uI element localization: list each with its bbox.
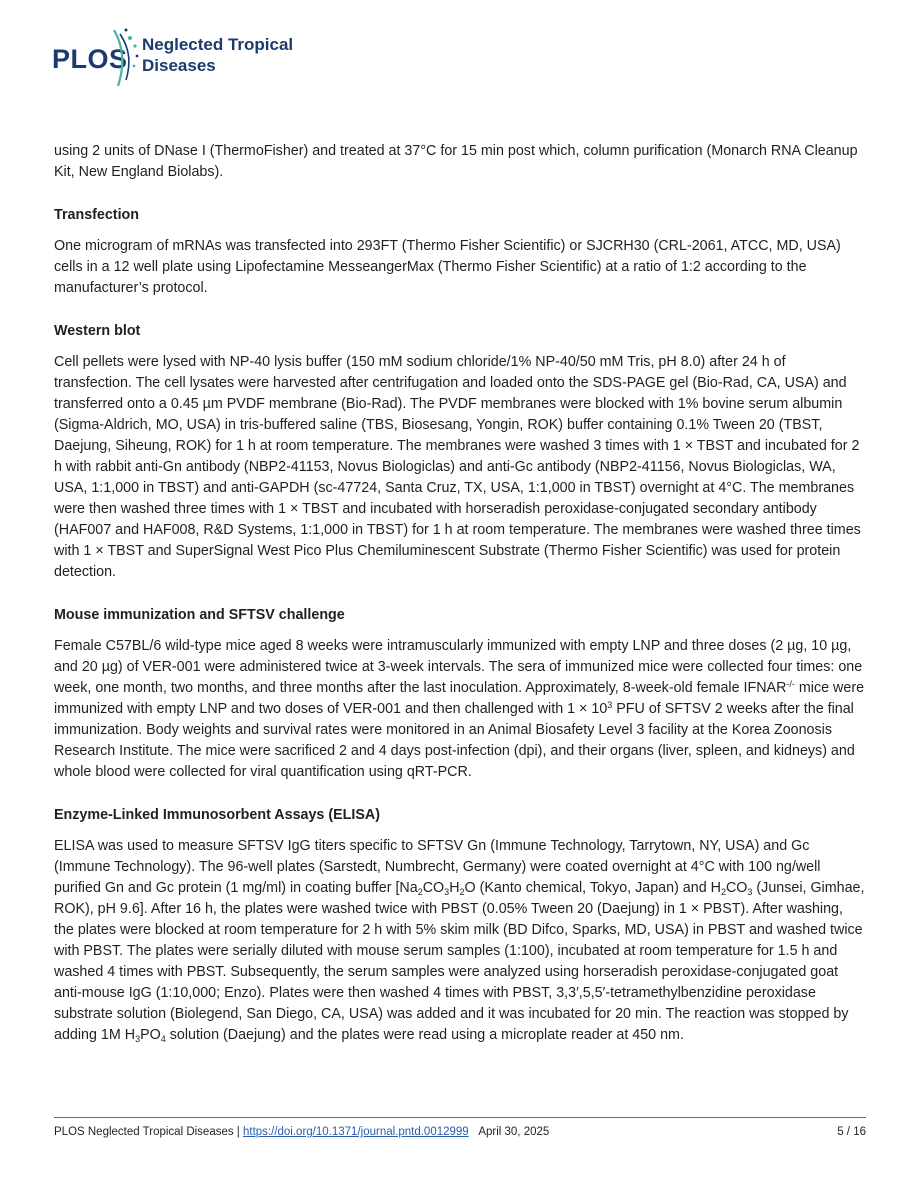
section-heading-elisa: Enzyme-Linked Immunosorbent Assays (ELISA) [54, 807, 380, 823]
mouse-immunization-paragraph [54, 636, 866, 783]
ifnar-superscript: -/- [786, 679, 795, 689]
elisa-text: CO [725, 880, 748, 896]
doi-link[interactable]: https://doi.org/10.1371/journal.pntd.0012999 [243, 1126, 469, 1138]
mouse-text-b: mice were immunized with empty LNP and two doses of VER-001 and then challenged with 1 × 10 [54, 680, 865, 717]
elisa-text: (Junsei, Gimhae, ROK), pH 9.6]. After 16 h, the plates were washed twice with PBST (0.05% Tween 20 (Daejung) in 1 × PBST). After washing, the plates were blocked at room temperature for 2 h with 5% skim milk (BD Difco, Sparks, MD, USA) in PBST and washed twice with PBST. The plates were serially diluted with mouse serum samples (1:100), incubated at room temperature for 1.5 h and washed 4 times with PBST. Subsequently, the serum samples were analyzed using horseradish peroxidase-conjugated goat anti-mouse IgG (1:10,000; Enzo). Plates were then washed 4 times with PBST, 3,3′,5,5′-tetramethylbenzidine peroxidase substrate solution (Biolegend, San Diego, CA, USA) was added and it was incubated for 20 min. The reaction was stopped by adding 1M H [54, 880, 865, 1043]
section-heading-transfection: Transfection [54, 207, 140, 223]
elisa-text: ELISA was used to measure SFTSV IgG titers specific to SFTSV Gn (Immune Technology, Tarrytown, NY, USA) and Gc (Immune Technology). The 96-well plates (Sarstedt, Numbrecht, Germany) were coated overnight at 4°C with 100 ng/well purified Gn and Gc protein (1 mg/ml) in coating buffer [Na [54, 838, 821, 896]
subscript: 3 [135, 1034, 141, 1044]
elisa-text: solution (Daejung) and the plates were read using a microplate reader at 450 nm. [165, 1027, 684, 1043]
subscript: 3 [444, 887, 450, 897]
elisa-text: H [449, 880, 460, 896]
subscript: 2 [417, 887, 423, 897]
elisa-text: CO [422, 880, 445, 896]
page-number: 5 / 16 [837, 1126, 866, 1138]
mouse-text-a: Female C57BL/6 wild-type mice aged 8 weeks were intramuscularly immunized with empty LNP and three doses (2 µg, 10 µg, and 20 µg) of VER-001 were administered twice at 3-week intervals. The sera of immunized mice were collected four times: one week, one month, two months, and three months after the last inoculation. Approximately, 8-week-old female IFNAR [54, 638, 863, 696]
journal-name-line1: Neglected Tropical [142, 35, 294, 54]
footer-journal: PLOS Neglected Tropical Diseases | [54, 1126, 243, 1138]
elisa-text: O (Kanto chemical, Tokyo, Japan) and H [464, 880, 721, 896]
journal-name [142, 34, 293, 76]
plos-spark-icon [108, 26, 142, 88]
intro-paragraph: using 2 units of DNase I (ThermoFisher) and treated at 37°C for 15 min post which, column purification (Monarch RNA Cleanup Kit, New England Biolabs). [54, 143, 858, 180]
elisa-text: PO [140, 1027, 161, 1043]
logo-wordmark: PLOS [52, 44, 128, 74]
subscript: 2 [459, 887, 465, 897]
pfu-exponent: 3 [607, 700, 613, 710]
footer-date: April 30, 2025 [478, 1126, 550, 1138]
western-blot-paragraph: Cell pellets were lysed with NP-40 lysis buffer (150 mM sodium chloride/1% NP-40/50 mM Tris, pH 8.0) after 24 h of transfection. The cell lysates were harvested after centrifugation and loaded onto the SDS-PAGE gel (Bio-Rad, CA, USA) and transferred onto a 0.45 µm PVDF membrane (Bio-Rad). The PVDF membranes were blocked with 1% bovine serum albumin (Sigma-Aldrich, MO, USA) in tris-buffered saline (TBS, Biosesang, Yongin, ROK) buffer containing 0.1% Tween 20 (TBST, Daejung, Siheung, ROK) for 1 h at room temperature. The membranes were washed 3 times with 1 × TBST and incubated for 2 h with rabbit anti-Gn antibody (NBP2-41153, Novus Biologiclas) and anti-Gc antibody (NBP2-41156, Novus Biologiclas, WA, USA, 1:1,000 in TBST) and anti-GAPDH (sc-47724, Santa Cruz, TX, USA, 1:1,000 in TBST) overnight at 4°C. The membranes were then washed three times with 1 × TBST and incubated with horseradish peroxidase-conjugated secondary antibody (HAF007 and HAF008, R&D Systems, 1:1,000 in TBST) for 1 h at room temperature. The membranes were washed three times with 1 × TBST and SuperSignal West Pico Plus Chemiluminescent Substrate (Thermo Fisher Scientific) was used for protein detection. [54, 354, 861, 580]
page-footer [54, 1124, 866, 1140]
footer-divider [54, 1117, 866, 1118]
transfection-paragraph: One microgram of mRNAs was transfected into 293FT (Thermo Fisher Scientific) or SJCRH30 (CRL-2061, ATCC, MD, USA) cells in a 12 well plate using Lipofectamine MesseangerMax (Thermo Fisher Scientific) at a ratio of 1:2 according to the manufacturer’s protocol. [54, 238, 841, 296]
mouse-text-c: PFU of SFTSV 2 weeks after the final immunization. Body weights and survival rates were monitored in an Animal Biosafety Level 3 facility at the Korea Zoonosis Research Institute. The mice were sacrificed 2 and 4 days post-infection (dpi), and their organs (liver, spleen, and kidneys) and whole blood were collected for viral quantification using qRT-PCR. [54, 701, 855, 780]
article-body [54, 141, 866, 1068]
subscript: 4 [160, 1034, 166, 1044]
journal-name-line2: Diseases [142, 56, 216, 75]
subscript: 3 [747, 887, 753, 897]
journal-logo [52, 26, 332, 88]
elisa-paragraph [54, 836, 866, 1046]
subscript: 2 [720, 887, 726, 897]
section-heading-mouse-immunization: Mouse immunization and SFTSV challenge [54, 607, 345, 623]
section-heading-western-blot: Western blot [54, 323, 141, 339]
